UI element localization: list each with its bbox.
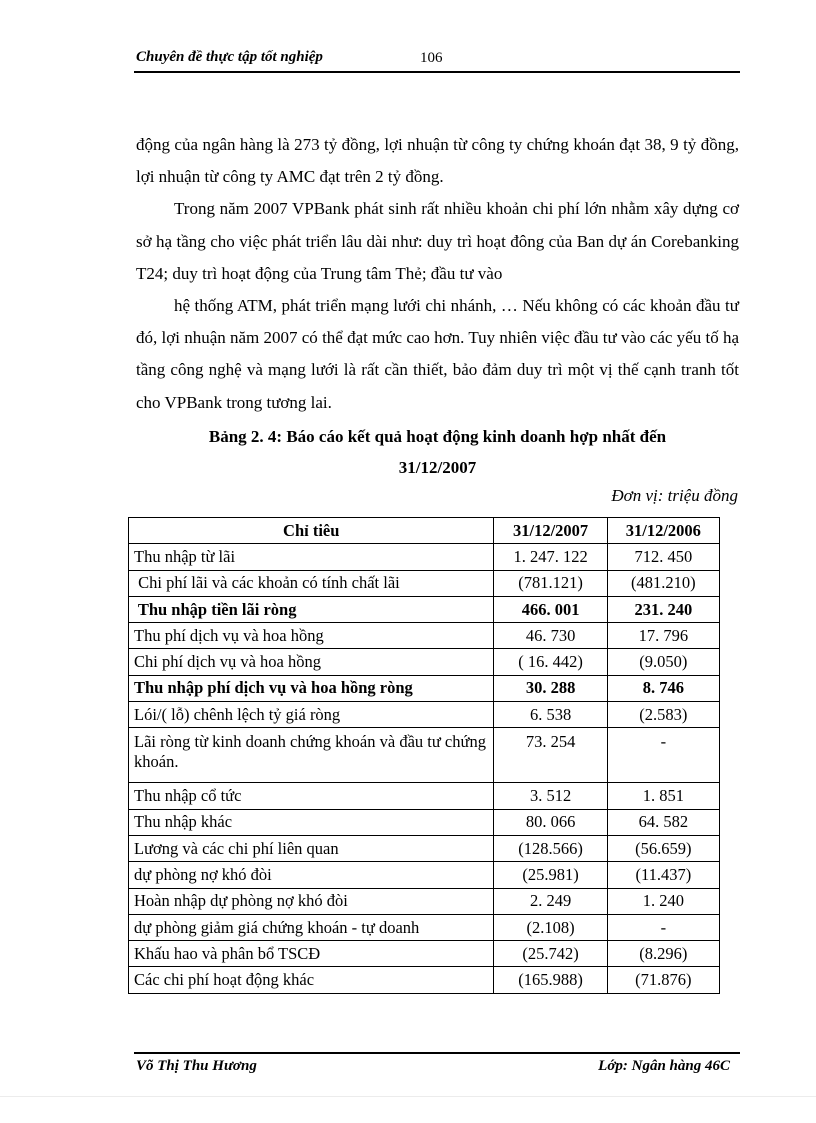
row-label: dự phòng nợ khó đòi <box>129 862 494 888</box>
paragraph-1: động của ngân hàng là 273 tỷ đồng, lợi nhuận từ công ty chứng khoán đạt 38, 9 tỷ đồng, lợi nhuận từ công ty AMC đạt trên 2 tỷ đồng. <box>136 135 739 187</box>
row-label: Chi phí dịch vụ và hoa hồng <box>129 649 494 675</box>
table-row <box>129 783 720 809</box>
value-2006: 64. 582 <box>607 809 719 835</box>
table-row <box>129 596 720 622</box>
value-2006: (11.437) <box>607 862 719 888</box>
author-name: Võ Thị Thu Hương <box>136 1058 257 1074</box>
value-2007: (165.988) <box>494 967 607 993</box>
page-edge-divider <box>0 1096 816 1097</box>
row-label: Thu nhập khác <box>129 809 494 835</box>
row-label: Các chi phí hoạt động khác <box>129 967 494 993</box>
row-label: Thu nhập phí dịch vụ và hoa hồng ròng <box>129 675 494 701</box>
value-2006: 8. 746 <box>607 675 719 701</box>
row-label: Khấu hao và phân bổ TSCĐ <box>129 941 494 967</box>
table-row <box>129 967 720 993</box>
table-row <box>129 835 720 861</box>
value-2007: (25.981) <box>494 862 607 888</box>
paragraph-2: Trong năm 2007 VPBank phát sinh rất nhiều khoản chi phí lớn nhằm xây dựng cơ sở hạ tầng cho việc phát triển lâu dài như: duy trì hoạt đông của Ban dự án Corebanking T24; duy trì hoạt động của Trung tâm Thẻ; đầu tư vào <box>136 199 739 283</box>
table-row <box>129 914 720 940</box>
value-2006: 1. 851 <box>607 783 719 809</box>
value-2006: (71.876) <box>607 967 719 993</box>
value-2006: 712. 450 <box>607 544 719 570</box>
value-2006: 17. 796 <box>607 623 719 649</box>
value-2007: 3. 512 <box>494 783 607 809</box>
value-2007: 466. 001 <box>494 596 607 622</box>
value-2007: ( 16. 442) <box>494 649 607 675</box>
page-footer <box>134 1052 740 1078</box>
value-2007: 80. 066 <box>494 809 607 835</box>
row-label: Chi phí lãi và các khoản có tính chất lãi <box>129 570 494 596</box>
table-row <box>129 649 720 675</box>
value-2007: 46. 730 <box>494 623 607 649</box>
table-row <box>129 728 720 783</box>
value-2006: (9.050) <box>607 649 719 675</box>
table-row <box>129 702 720 728</box>
value-2007: 1. 247. 122 <box>494 544 607 570</box>
value-2007: 6. 538 <box>494 702 607 728</box>
document-title: Chuyên đề thực tập tốt nghiệp <box>136 49 323 65</box>
body-text <box>136 129 739 419</box>
value-2007: 30. 288 <box>494 675 607 701</box>
header-2006: 31/12/2006 <box>607 518 719 544</box>
table-header-row <box>129 518 720 544</box>
table-row <box>129 862 720 888</box>
value-2007: 2. 249 <box>494 888 607 914</box>
row-label: Thu phí dịch vụ và hoa hồng <box>129 623 494 649</box>
table-row <box>129 809 720 835</box>
table-row <box>129 941 720 967</box>
table-caption-line-1: Bảng 2. 4: Báo cáo kết quả hoạt động kinh doanh hợp nhất đến <box>208 427 667 446</box>
value-2006: (56.659) <box>607 835 719 861</box>
table-row <box>129 623 720 649</box>
page-header <box>134 49 740 73</box>
income-statement-table <box>128 517 720 994</box>
value-2006: - <box>607 728 719 783</box>
value-2007: 73. 254 <box>494 728 607 783</box>
table-row <box>129 544 720 570</box>
table-caption <box>136 421 739 483</box>
row-label: Hoàn nhập dự phòng nợ khó đòi <box>129 888 494 914</box>
value-2007: (128.566) <box>494 835 607 861</box>
header-2007: 31/12/2007 <box>494 518 607 544</box>
value-2006: (8.296) <box>607 941 719 967</box>
table-caption-line-2: 31/12/2007 <box>398 458 477 477</box>
row-label: Thu nhập cổ tức <box>129 783 494 809</box>
row-label: Thu nhập từ lãi <box>129 544 494 570</box>
value-2006: (481.210) <box>607 570 719 596</box>
value-2006: (2.583) <box>607 702 719 728</box>
value-2006: 231. 240 <box>607 596 719 622</box>
row-label: Thu nhập tiền lãi ròng <box>129 596 494 622</box>
value-2007: (2.108) <box>494 914 607 940</box>
value-2006: - <box>607 914 719 940</box>
row-label: Lương và các chi phí liên quan <box>129 835 494 861</box>
row-label: Lãi ròng từ kinh doanh chứng khoán và đầu tư chứng khoán. <box>129 728 494 783</box>
table-row <box>129 888 720 914</box>
table-row <box>129 570 720 596</box>
page-number: 106 <box>420 50 443 66</box>
value-2006: 1. 240 <box>607 888 719 914</box>
header-indicator: Chỉ tiêu <box>129 518 494 544</box>
row-label: dự phòng giảm giá chứng khoán - tự doanh <box>129 914 494 940</box>
table-row <box>129 675 720 701</box>
class-label: Lớp: Ngân hàng 46C <box>598 1058 730 1074</box>
row-label: Lói/( lỗ) chênh lệch tỷ giá ròng <box>129 702 494 728</box>
unit-label: Đơn vị: triệu đồng <box>611 486 738 505</box>
value-2007: (781.121) <box>494 570 607 596</box>
value-2007: (25.742) <box>494 941 607 967</box>
paragraph-3: hệ thống ATM, phát triển mạng lưới chi nhánh, … Nếu không có các khoản đầu tư đó, lợi nhuận năm 2007 có thể đạt mức cao hơn. Tuy nhiên việc đầu tư vào các yếu tố hạ tầng công nghệ và mạng lưới là rất cần thiết, bảo đảm duy trì một vị thế cạnh tranh tốt cho VPBank trong tương lai. <box>136 296 739 412</box>
